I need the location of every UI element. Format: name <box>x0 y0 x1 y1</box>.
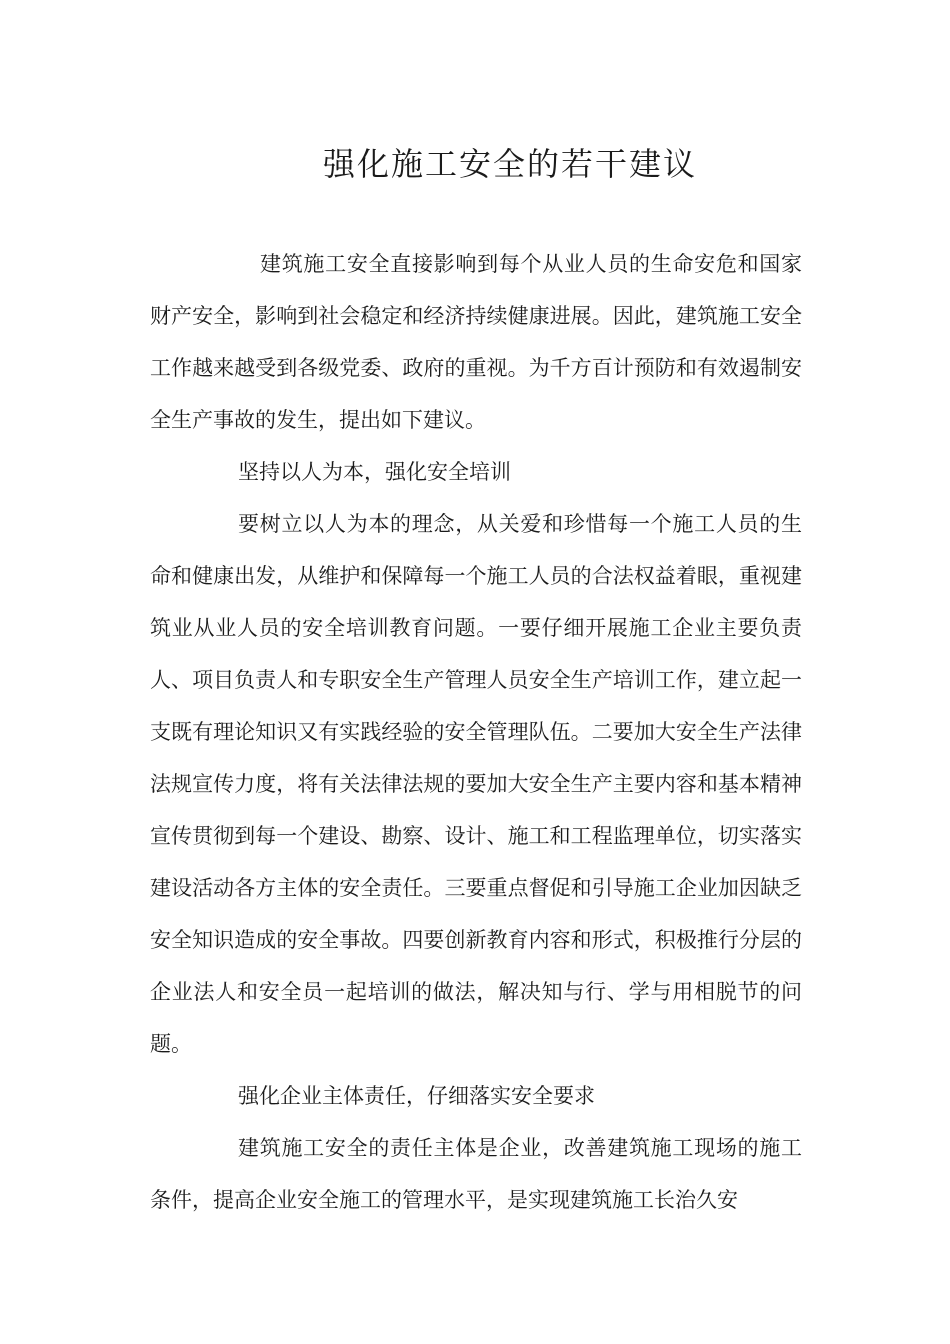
intro-paragraph: 建筑施工安全直接影响到每个从业人员的生命安危和国家财产安全，影响到社会稳定和经济持续健康进展。因此，建筑施工安全工作越来越受到各级党委、政府的重视。为千方百计预防和有效遏制安全生产事故的发生，提出如下建议。 <box>150 252 802 432</box>
document-body <box>150 238 802 1226</box>
document-title: 强化施工安全的若干建议 <box>322 145 697 184</box>
section-heading-responsibility: 强化企业主体责任，仔细落实安全要求 <box>238 1084 595 1108</box>
section-heading-training: 坚持以人为本，强化安全培训 <box>238 460 511 484</box>
training-paragraph: 要树立以人为本的理念，从关爱和珍惜每一个施工人员的生命和健康出发，从维护和保障每一个施工人员的合法权益着眼，重视建筑业从业人员的安全培训教育问题。一要仔细开展施工企业主要负责人、项目负责人和专职安全生产管理人员安全生产培训工作，建立起一支既有理论知识又有实践经验的安全管理队伍。二要加大安全生产法律法规宣传力度，将有关法律法规的要加大安全生产主要内容和基本精神宣传贯彻到每一个建设、勘察、设计、施工和工程监理单位，切实落实建设活动各方主体的安全责任。三要重点督促和引导施工企业加因缺乏安全知识造成的安全事故。四要创新教育内容和形式，积极推行分层的企业法人和安全员一起培训的做法，解决知与行、学与用相脱节的问题。 <box>150 512 802 1056</box>
responsibility-paragraph: 建筑施工安全的责任主体是企业，改善建筑施工现场的施工条件，提高企业安全施工的管理水平，是实现建筑施工长治久安 <box>150 1136 802 1212</box>
